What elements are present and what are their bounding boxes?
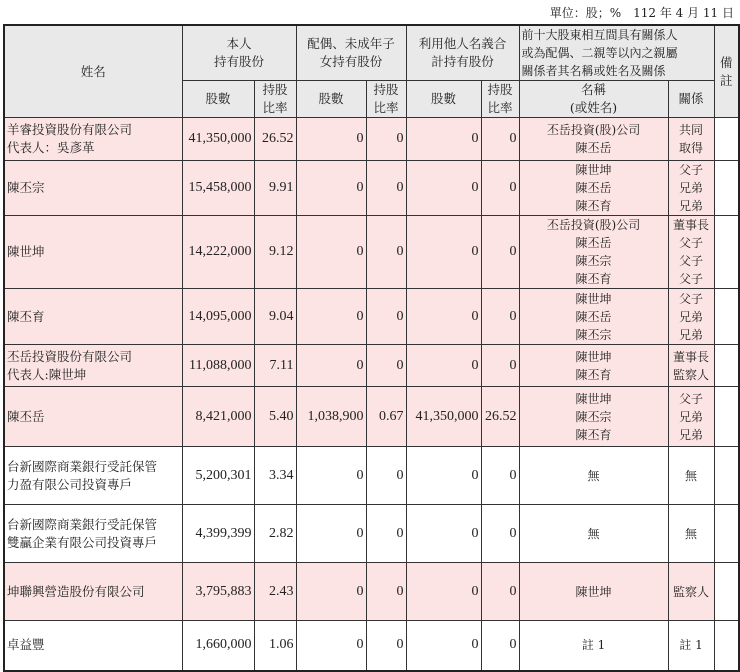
self-ratio: 9.04 [254,289,296,345]
relation-types [668,118,714,161]
related-names [519,289,668,345]
related-names-line: 陳丕岳 [575,141,612,155]
shareholder-name-line: 雙贏企業有限公司投資專戶 [7,534,158,550]
note-cell [714,505,739,563]
self-ratio: 9.12 [254,216,296,289]
self-ratio: 3.34 [254,447,296,505]
shareholder-name [4,216,182,289]
others-shares: 0 [406,289,481,345]
related-names-line: 陳丕育 [575,199,612,213]
others-shares: 0 [406,118,481,161]
shareholder-name-line: 台新國際商業銀行受託保管 [7,458,158,474]
shareholder-name [4,387,182,447]
table-row [4,289,739,345]
others-shares: 0 [406,447,481,505]
related-names-line: 陳丕岳 [575,236,612,250]
table-row [4,216,739,289]
related-names [519,563,668,621]
shareholder-name-line: 羊睿投資股份有限公司 [7,122,133,137]
shareholder-name [4,563,182,621]
spouse-ratio: 0 [366,345,406,387]
note-cell [714,387,739,447]
spouse-ratio: 0 [366,621,406,671]
header-spouse-ratio: 持股 比率 [366,81,406,118]
relation-types [668,387,714,447]
self-ratio: 7.11 [254,345,296,387]
self-ratio: 9.91 [254,161,296,216]
others-ratio: 0 [481,216,519,289]
note-cell [714,118,739,161]
header-others-ratio: 持股 比率 [481,81,519,118]
table-row [4,387,739,447]
relation-types-line: 父子 [679,236,704,250]
shareholder-name-line: 陳丕宗 [7,180,45,195]
relation-types-line: 無 [685,468,698,483]
header-note: 備 註 [714,25,739,118]
relation-types [668,447,714,505]
header-others-shares: 股數 [406,81,481,118]
related-names-line: 陳丕宗 [575,409,612,424]
others-ratio: 0 [481,505,519,563]
relation-types-line: 董事長 [673,218,710,232]
header-self-ratio: 持股 比率 [254,81,296,118]
spouse-ratio: 0 [366,118,406,161]
others-ratio: 0 [481,161,519,216]
related-names-line: 陳世坤 [575,584,612,599]
relation-types-line: 監察人 [673,367,710,382]
related-names-line: 陳世坤 [575,391,612,406]
header-self-holding: 本人 持有股份 [182,25,296,81]
note-cell [714,161,739,216]
self-shares: 41,350,000 [182,118,254,161]
related-names-line: 陳丕岳 [575,309,612,324]
note-cell [714,345,739,387]
shareholder-table [3,24,740,672]
shareholder-name-line: 代表人:陳世坤 [7,366,87,382]
relation-types-line: 父子 [679,391,704,406]
header-related-parties: 前十大股東相互間具有關係人 或為配偶、二親等以內之親屬 關係者其名稱或姓名及關係 [519,25,714,81]
related-names-line: 陳丕育 [575,272,612,286]
relation-types-line: 董事長 [673,349,710,364]
related-names [519,621,668,671]
relation-types [668,161,714,216]
others-ratio: 0 [481,563,519,621]
spouse-shares: 0 [296,161,366,216]
related-names-line: 丕岳投資(股)公司 [546,218,641,232]
note-cell [714,289,739,345]
shareholder-name-line: 陳丕岳 [7,408,45,424]
table-row [4,621,739,671]
self-ratio: 1.06 [254,621,296,671]
related-names [519,447,668,505]
shareholder-name-line: 力盈有限公司投資專戶 [7,476,133,492]
spouse-ratio: 0 [366,161,406,216]
others-ratio: 0 [481,289,519,345]
related-names-line: 註 1 [581,638,606,653]
self-shares: 15,458,000 [182,161,254,216]
spouse-ratio: 0 [366,563,406,621]
related-names-line: 陳丕岳 [575,181,612,195]
related-names-line: 陳世坤 [575,163,612,177]
shareholder-name [4,505,182,563]
spouse-shares: 1,038,900 [296,387,366,447]
relation-types-line: 父子 [679,163,704,177]
shareholder-name [4,447,182,505]
spouse-shares: 0 [296,447,366,505]
shareholder-name [4,118,182,161]
relation-types-line: 父子 [679,254,704,268]
header-self-shares: 股數 [182,81,254,118]
note-cell [714,447,739,505]
related-names [519,161,668,216]
self-shares: 4,399,399 [182,505,254,563]
others-shares: 0 [406,505,481,563]
note-cell [714,216,739,289]
others-shares: 0 [406,345,481,387]
shareholder-name-line: 陳世坤 [7,244,45,259]
others-ratio: 0 [481,345,519,387]
self-shares: 11,088,000 [182,345,254,387]
related-names [519,505,668,563]
related-names [519,118,668,161]
relation-types [668,621,714,671]
self-shares: 14,095,000 [182,289,254,345]
relation-types-line: 無 [685,526,698,541]
others-ratio: 0 [481,118,519,161]
spouse-ratio: 0 [366,505,406,563]
self-shares: 1,660,000 [182,621,254,671]
related-names-line: 陳世坤 [575,291,612,306]
related-names-line: 陳丕宗 [575,254,612,268]
relation-types [668,216,714,289]
related-names-line: 無 [587,526,600,541]
related-names [519,387,668,447]
related-names-line: 陳丕育 [575,427,612,442]
relation-types-line: 兄弟 [679,327,704,342]
table-row [4,161,739,216]
self-shares: 5,200,301 [182,447,254,505]
relation-types [668,505,714,563]
shareholder-name-line: 代表人：吳彥革 [7,140,95,155]
related-names-line: 陳丕宗 [575,327,612,342]
relation-types-line: 兄弟 [679,409,704,424]
spouse-ratio: 0.67 [366,387,406,447]
shareholder-name-line: 丕岳投資股份有限公司 [7,348,133,364]
header-related-name: 名稱 (或姓名) [519,81,668,118]
spouse-shares: 0 [296,216,366,289]
table-row [4,563,739,621]
relation-types-line: 兄弟 [679,199,704,213]
spouse-shares: 0 [296,563,366,621]
relation-types-line: 父子 [679,291,704,306]
related-names-line: 無 [587,468,600,483]
relation-types-line: 兄弟 [679,181,704,195]
others-shares: 0 [406,161,481,216]
table-row [4,447,739,505]
relation-types [668,289,714,345]
others-shares: 0 [406,216,481,289]
related-names-line: 陳世坤 [575,349,612,364]
others-ratio: 26.52 [481,387,519,447]
others-ratio: 0 [481,621,519,671]
spouse-ratio: 0 [366,289,406,345]
shareholder-name [4,289,182,345]
self-shares: 14,222,000 [182,216,254,289]
others-shares: 0 [406,563,481,621]
relation-types-line: 監察人 [673,584,710,599]
relation-types-line: 註 1 [679,638,703,653]
self-shares: 8,421,000 [182,387,254,447]
others-ratio: 0 [481,447,519,505]
others-shares: 41,350,000 [406,387,481,447]
related-names [519,216,668,289]
spouse-shares: 0 [296,289,366,345]
shareholder-name-line: 坤聯興營造股份有限公司 [7,583,145,599]
spouse-shares: 0 [296,118,366,161]
spouse-ratio: 0 [366,447,406,505]
self-ratio: 2.43 [254,563,296,621]
note-cell [714,563,739,621]
relation-types-line: 父子 [679,272,704,286]
shareholder-name-line: 卓益豐 [7,637,45,653]
relation-types [668,345,714,387]
spouse-shares: 0 [296,345,366,387]
table-row [4,118,739,161]
header-spouse-shares: 股數 [296,81,366,118]
shareholder-name-line: 台新國際商業銀行受託保管 [7,516,158,532]
spouse-shares: 0 [296,505,366,563]
self-ratio: 26.52 [254,118,296,161]
shareholder-name [4,345,182,387]
spouse-shares: 0 [296,621,366,671]
relation-types-line: 共同 [679,123,704,137]
table-row [4,505,739,563]
related-names [519,345,668,387]
unit-date-label: 單位：股；% 112 年 4 月 11 日 [549,6,734,20]
others-shares: 0 [406,621,481,671]
relation-types-line: 取得 [679,141,704,155]
shareholder-name [4,161,182,216]
spouse-ratio: 0 [366,216,406,289]
header-name: 姓名 [4,25,182,118]
self-shares: 3,795,883 [182,563,254,621]
header-others-holding: 利用他人名義合 計持有股份 [406,25,519,81]
related-names-line: 丕岳投資(股)公司 [546,123,641,137]
shareholder-name-line: 陳丕育 [7,308,45,324]
relation-types [668,563,714,621]
table-row [4,345,739,387]
self-ratio: 2.82 [254,505,296,563]
related-names-line: 陳丕育 [575,367,612,382]
header-relation: 關係 [668,81,714,118]
shareholder-name [4,621,182,671]
relation-types-line: 兄弟 [679,309,704,324]
note-cell [714,621,739,671]
self-ratio: 5.40 [254,387,296,447]
relation-types-line: 兄弟 [679,427,704,442]
header-spouse-holding: 配偶、未成年子 女持有股份 [296,25,406,81]
